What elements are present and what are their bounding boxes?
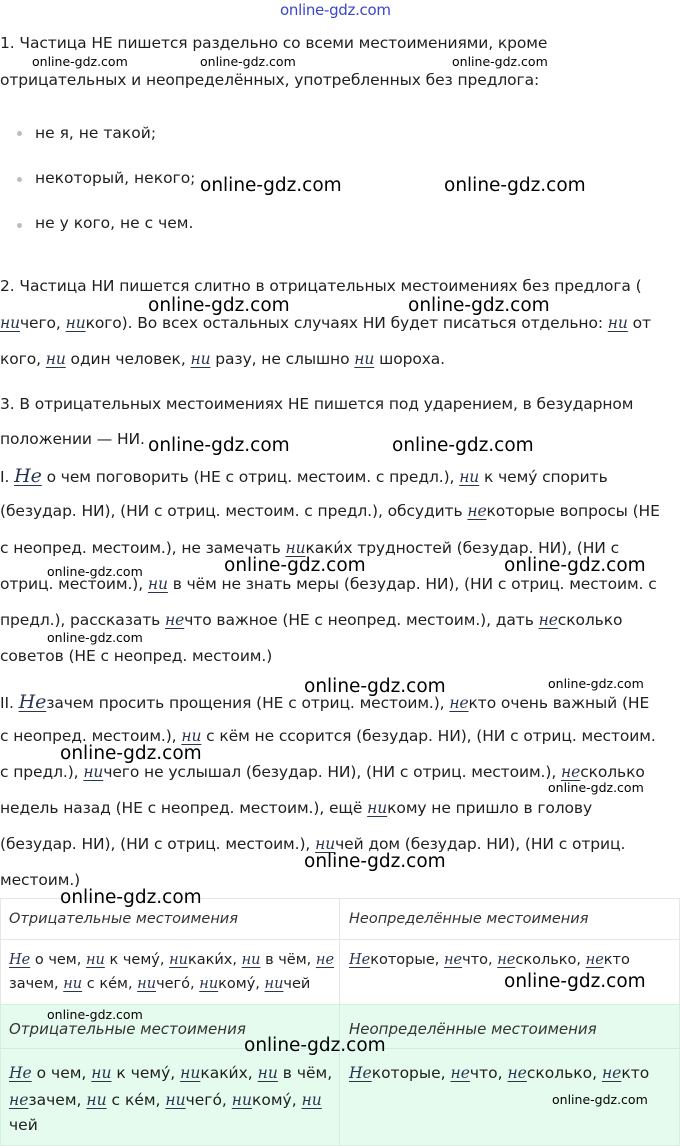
rule3-line1: 3. В отрицательных местоимениях НЕ пишется под ударением, в безударном [0,395,634,413]
table-cell-negative-line1: Не о чем, ни к чему́, никаки́х, ни в чём, не [9,952,335,968]
watermark: online-gdz.com [548,676,644,691]
watermark: online-gdz.com [47,630,143,645]
bullet-item: не я, не такой; [35,124,157,142]
table-cell-negative-line2: незачем, ни с ке́м, ничего́, никому́, ни [9,1091,322,1109]
watermark: online-gdz.com [32,54,128,69]
bullet-item: некоторый, некого; [35,169,196,187]
table-cell-indefinite: Некоторые, нечто, несколько, некто [349,1064,650,1082]
watermark: online-gdz.com [148,295,290,316]
bullet-dot [17,177,22,182]
watermark: online-gdz.com [244,1035,386,1056]
watermark: online-gdz.com [200,54,296,69]
watermark: online-gdz.com [47,1007,143,1022]
table-header-negative: Отрицательные местоимения [9,911,238,927]
table-cell-indefinite: Некоторые, нечто, несколько, некто [349,952,630,968]
table-cell [1,940,340,1004]
rule1-line1: 1. Частица НЕ пишется раздельно со всеми местоимениями, кроме [0,34,548,52]
bullet-item: не у кого, не с чем. [35,214,194,232]
watermark: online-gdz.com [200,175,342,196]
watermark: online-gdz.com [60,887,202,908]
watermark: online-gdz.com [148,435,290,456]
watermark: online-gdz.com [47,564,143,579]
table-header-indefinite: Неопределённые местоимения [349,911,589,927]
watermark: online-gdz.com [304,676,446,697]
part1-line4: отриц. местоим.), ни в чём не знать меры (безудар. НИ), (НИ с отриц. местоим. с [0,575,657,593]
watermark: online-gdz.com [60,743,202,764]
part2-line3: с предл.), ничего не услышал (безудар. НИ), (НИ с отриц. местоим.), несколько [0,763,645,781]
table-cell-negative-line2: зачем, ни с ке́м, ничего́, никому́, ничей [9,976,311,992]
part1-line5: предл.), рассказать нечто важное (НЕ с неопред. местоим.), дать несколько [0,611,623,629]
rule3-line2: положении — НИ. [0,430,145,448]
part1-line6: советов (НЕ с неопред. местоим.) [0,647,273,665]
table-header-indefinite: Неопределённые местоимения [349,1020,597,1038]
part2-line4: недель назад (НЕ с неопред. местоим.), ещё никому не пришло в голову [0,799,593,817]
bullet-dot [17,223,22,228]
watermark: online-gdz.com [304,851,446,872]
watermark: online-gdz.com [504,971,646,992]
part1-line1: I. Не о чем поговорить (НЕ с отриц. местоим. с предл.), ни к чему́ спорить [0,465,608,487]
watermark: online-gdz.com [444,175,586,196]
rule1-line2: отрицательных и неопределённых, употребленных без предлога: [0,71,540,89]
rule2-line1: 2. Частица НИ пишется слитно в отрицательных местоимениях без предлога ( [0,277,642,295]
watermark: online-gdz.com [548,780,644,795]
part2-line2: с неопред. местоим.), ни с кём не ссорится (безудар. НИ), (НИ с отриц. местоим. [0,727,656,745]
part2-line1: II. Незачем просить прощения (НЕ с отриц. местоим.), некто очень важный (НЕ [0,691,650,713]
watermark: online-gdz.com [224,555,366,576]
part1-line2: (безудар. НИ), (НИ с отриц. местоим. с предл.), обсудить некоторые вопросы (НЕ [0,502,660,520]
watermark: online-gdz.com [392,435,534,456]
table-cell-negative-line3: чей [9,1116,38,1134]
rule2-line3: кого, ни один человек, ни разу, не слышно ни шороха. [0,350,446,368]
pronoun-table-highlighted [0,1004,680,1146]
watermark: online-gdz.com [452,54,548,69]
watermark: online-gdz.com [408,295,550,316]
watermark: online-gdz.com [552,1092,648,1107]
watermark: online-gdz.com [504,555,646,576]
part2-line6: местоим.) [0,871,81,889]
rule2-line2: ничего, никого). Во всех остальных случаях НИ будет писаться отдельно: ни от [0,314,651,332]
part1-line3: с неопред. местоим.), не замечать никаки́х трудностей (безудар. НИ), (НИ с [0,539,619,557]
top-watermark: online-gdz.com [280,1,391,19]
table-cell-negative-line1: Не о чем, ни к чему́, никаки́х, ни в чём, [9,1064,333,1082]
table-header-negative: Отрицательные местоимения [9,1020,246,1038]
bullet-dot [17,131,22,136]
part2-line5: (безудар. НИ), (НИ с отриц. местоим.), ничей дом (безудар. НИ), (НИ с отриц. [0,835,626,853]
